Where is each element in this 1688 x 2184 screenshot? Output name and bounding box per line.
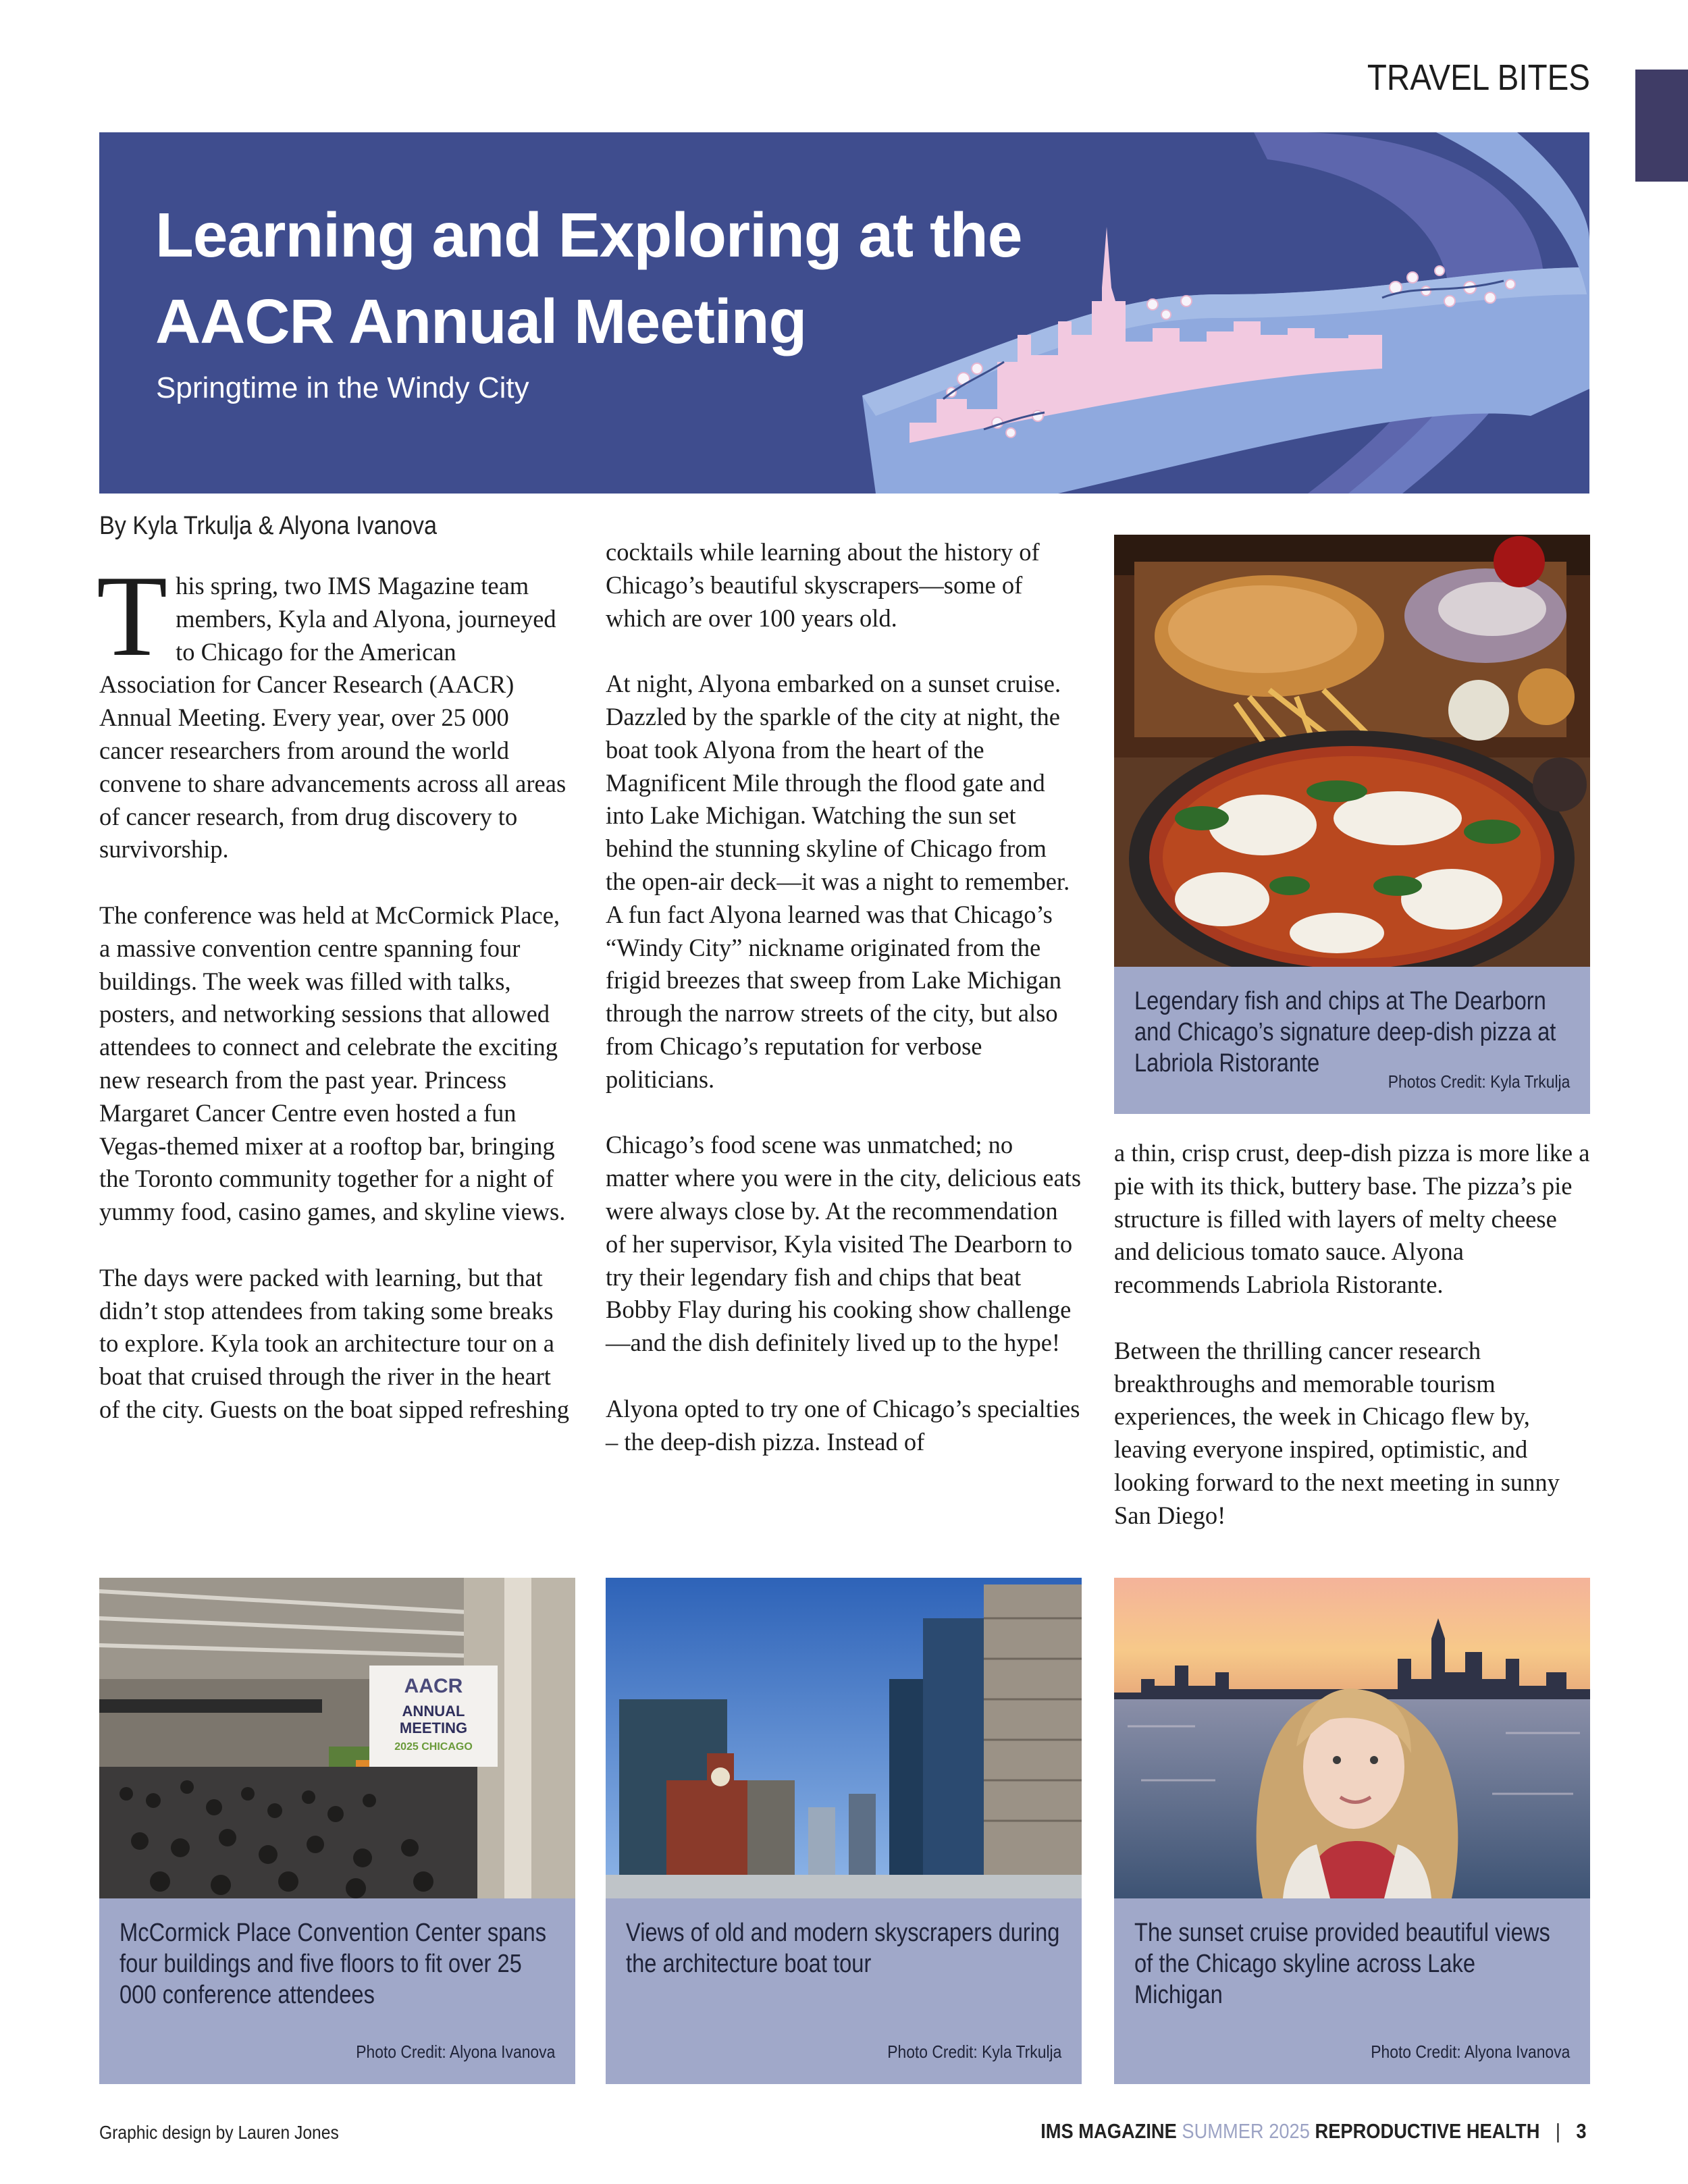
article-paragraph: Alyona opted to try one of Chicago’s specialties – the deep-dish pizza. Instead of — [606, 1394, 1080, 1456]
issue-theme: REPRODUCTIVE HEALTH — [1315, 2119, 1540, 2143]
caption-text: Views of old and modern skyscrapers during the architecture boat tour — [626, 1919, 1060, 1978]
article-banner — [99, 132, 1589, 494]
skyscrapers-photo-caption — [606, 1898, 1082, 2084]
article-title — [155, 192, 1101, 365]
aacr-sign-logo: AACR — [404, 1675, 463, 1697]
caption-text: Legendary fish and chips at The Dearborn and Chicago’s signature deep-dish pizza at Labriola Ristorante — [1134, 987, 1556, 1077]
photo-credit: Photo Credit: Kyla Trkulja — [887, 2042, 1061, 2062]
page-footer — [1041, 2119, 1587, 2143]
article-paragraph: Between the thrilling cancer research breakthroughs and memorable tourism experiences, the week in Chicago flew by, leaving everyone inspired, optimistic, and looking forward to the next meeting in sunny San Diego! — [1114, 1336, 1560, 1529]
photo-credit: Photos Credit: Kyla Trkulja — [1388, 1071, 1570, 1092]
photo-credit: Photo Credit: Alyona Ivanova — [355, 2042, 555, 2062]
page-number: 3 — [1576, 2119, 1587, 2143]
article-column-2 — [606, 536, 1082, 1491]
article-paragraph: At night, Alyona embarked on a sunset cruise. Dazzled by the sparkle of the city at night, the boat took Alyona from the heart of the Magnificent Mile through the flood gate and into Lake Michigan. Watching the sun set behind the stunning skyline of Chicago from the open-air deck—it was a night to remember. A fun fact Alyona learned was that Chicago’s “Windy City” nickname originated from the frigid breezes that sweep from Lake Michigan through the narrow streets of the city, but also from Chicago’s reputation for verbose politicians. — [606, 670, 1070, 1093]
byline: By Kyla Trkulja & Alyona Ivanova — [99, 512, 437, 540]
article-paragraph: a thin, crisp crust, deep-dish pizza is more like a pie with its thick, buttery base. The pizza’s pie structure is filled with layers of melty cheese and delicious tomato sauce. Alyona recommends Labriola Ristorante. — [1114, 1139, 1590, 1299]
drop-cap: T — [97, 552, 168, 681]
photo-credit: Photo Credit: Alyona Ivanova — [1370, 2042, 1570, 2062]
article-paragraph: Chicago’s food scene was unmatched; no matter where you were in the city, delicious eats were always close by. At the recommendation of her supervisor, Kyla visited The Dearborn to try their legendary fish and chips that beat Bobby Flay during his cooking show challenge—and the dish definitely lived up to the hype! — [606, 1131, 1082, 1357]
issue-season: SUMMER 2025 — [1182, 2119, 1311, 2143]
design-credit: Graphic design by Lauren Jones — [99, 2122, 339, 2143]
food-photo — [1114, 535, 1590, 967]
article-paragraph: The conference was held at McCormick Place, a massive convention centre spanning four buildings. The week was filled with talks, posters, and networking sessions that allowed attendees to connect and celebrate the exciting new research from the past year. Princess Margaret Cancer Centre even hosted a fun Vegas-themed mixer at a rooftop bar, bringing the Toronto community together for a night of yummy food, casino games, and skyline views. — [99, 901, 566, 1226]
footer-separator: | — [1556, 2119, 1561, 2143]
article-paragraph: The days were packed with learning, but that didn’t stop attendees from taking some breaks to explore. Kyla took an architecture tour on a boat that cruised through the river in the heart of the city. Guests on the boat sipped refreshing — [99, 1263, 570, 1423]
article-title-line-2: AACR Annual Meeting — [155, 286, 807, 356]
article-paragraph: cocktails while learning about the history of Chicago’s beautiful skyscrapers—some of which are over 100 years old. — [606, 538, 1040, 632]
skyscrapers-photo — [606, 1578, 1082, 1898]
article-paragraph: This spring, two IMS Magazine team members, Kyla and Alyona, journeyed to Chicago for the American Association for Cancer Research (AACR) Annual Meeting. Every year, over 25 000 cancer researchers from around the world convene to share advancements across all areas of cancer research, from drug discovery to survivorship. — [97, 552, 566, 863]
aacr-sign-line-year-city: 2025 CHICAGO — [394, 1741, 473, 1753]
article-column-3 — [1114, 1137, 1590, 1565]
sunset-cruise-photo — [1114, 1578, 1590, 1898]
sunset-photo-caption — [1114, 1898, 1590, 2084]
caption-text: The sunset cruise provided beautiful views of the Chicago skyline across Lake Michigan — [1134, 1919, 1550, 2009]
magazine-name: IMS MAGAZINE — [1040, 2119, 1178, 2143]
mccormick-place-photo — [99, 1578, 575, 1898]
food-photo-caption — [1114, 967, 1590, 1114]
article-title-line-1: Learning and Exploring at the — [155, 200, 1022, 270]
section-label: TRAVEL BITES — [1367, 57, 1590, 98]
article-column-1 — [97, 552, 575, 1460]
aacr-sign-line-annual: ANNUAL — [402, 1703, 465, 1720]
mccormick-photo-caption — [99, 1898, 575, 2084]
aacr-sign-line-meeting: MEETING — [399, 1720, 468, 1736]
section-side-tab — [1635, 70, 1688, 182]
caption-text: McCormick Place Convention Center spans four buildings and five floors to fit over 25 000 conference attendees — [120, 1919, 547, 2009]
article-subtitle: Springtime in the Windy City — [156, 371, 529, 404]
